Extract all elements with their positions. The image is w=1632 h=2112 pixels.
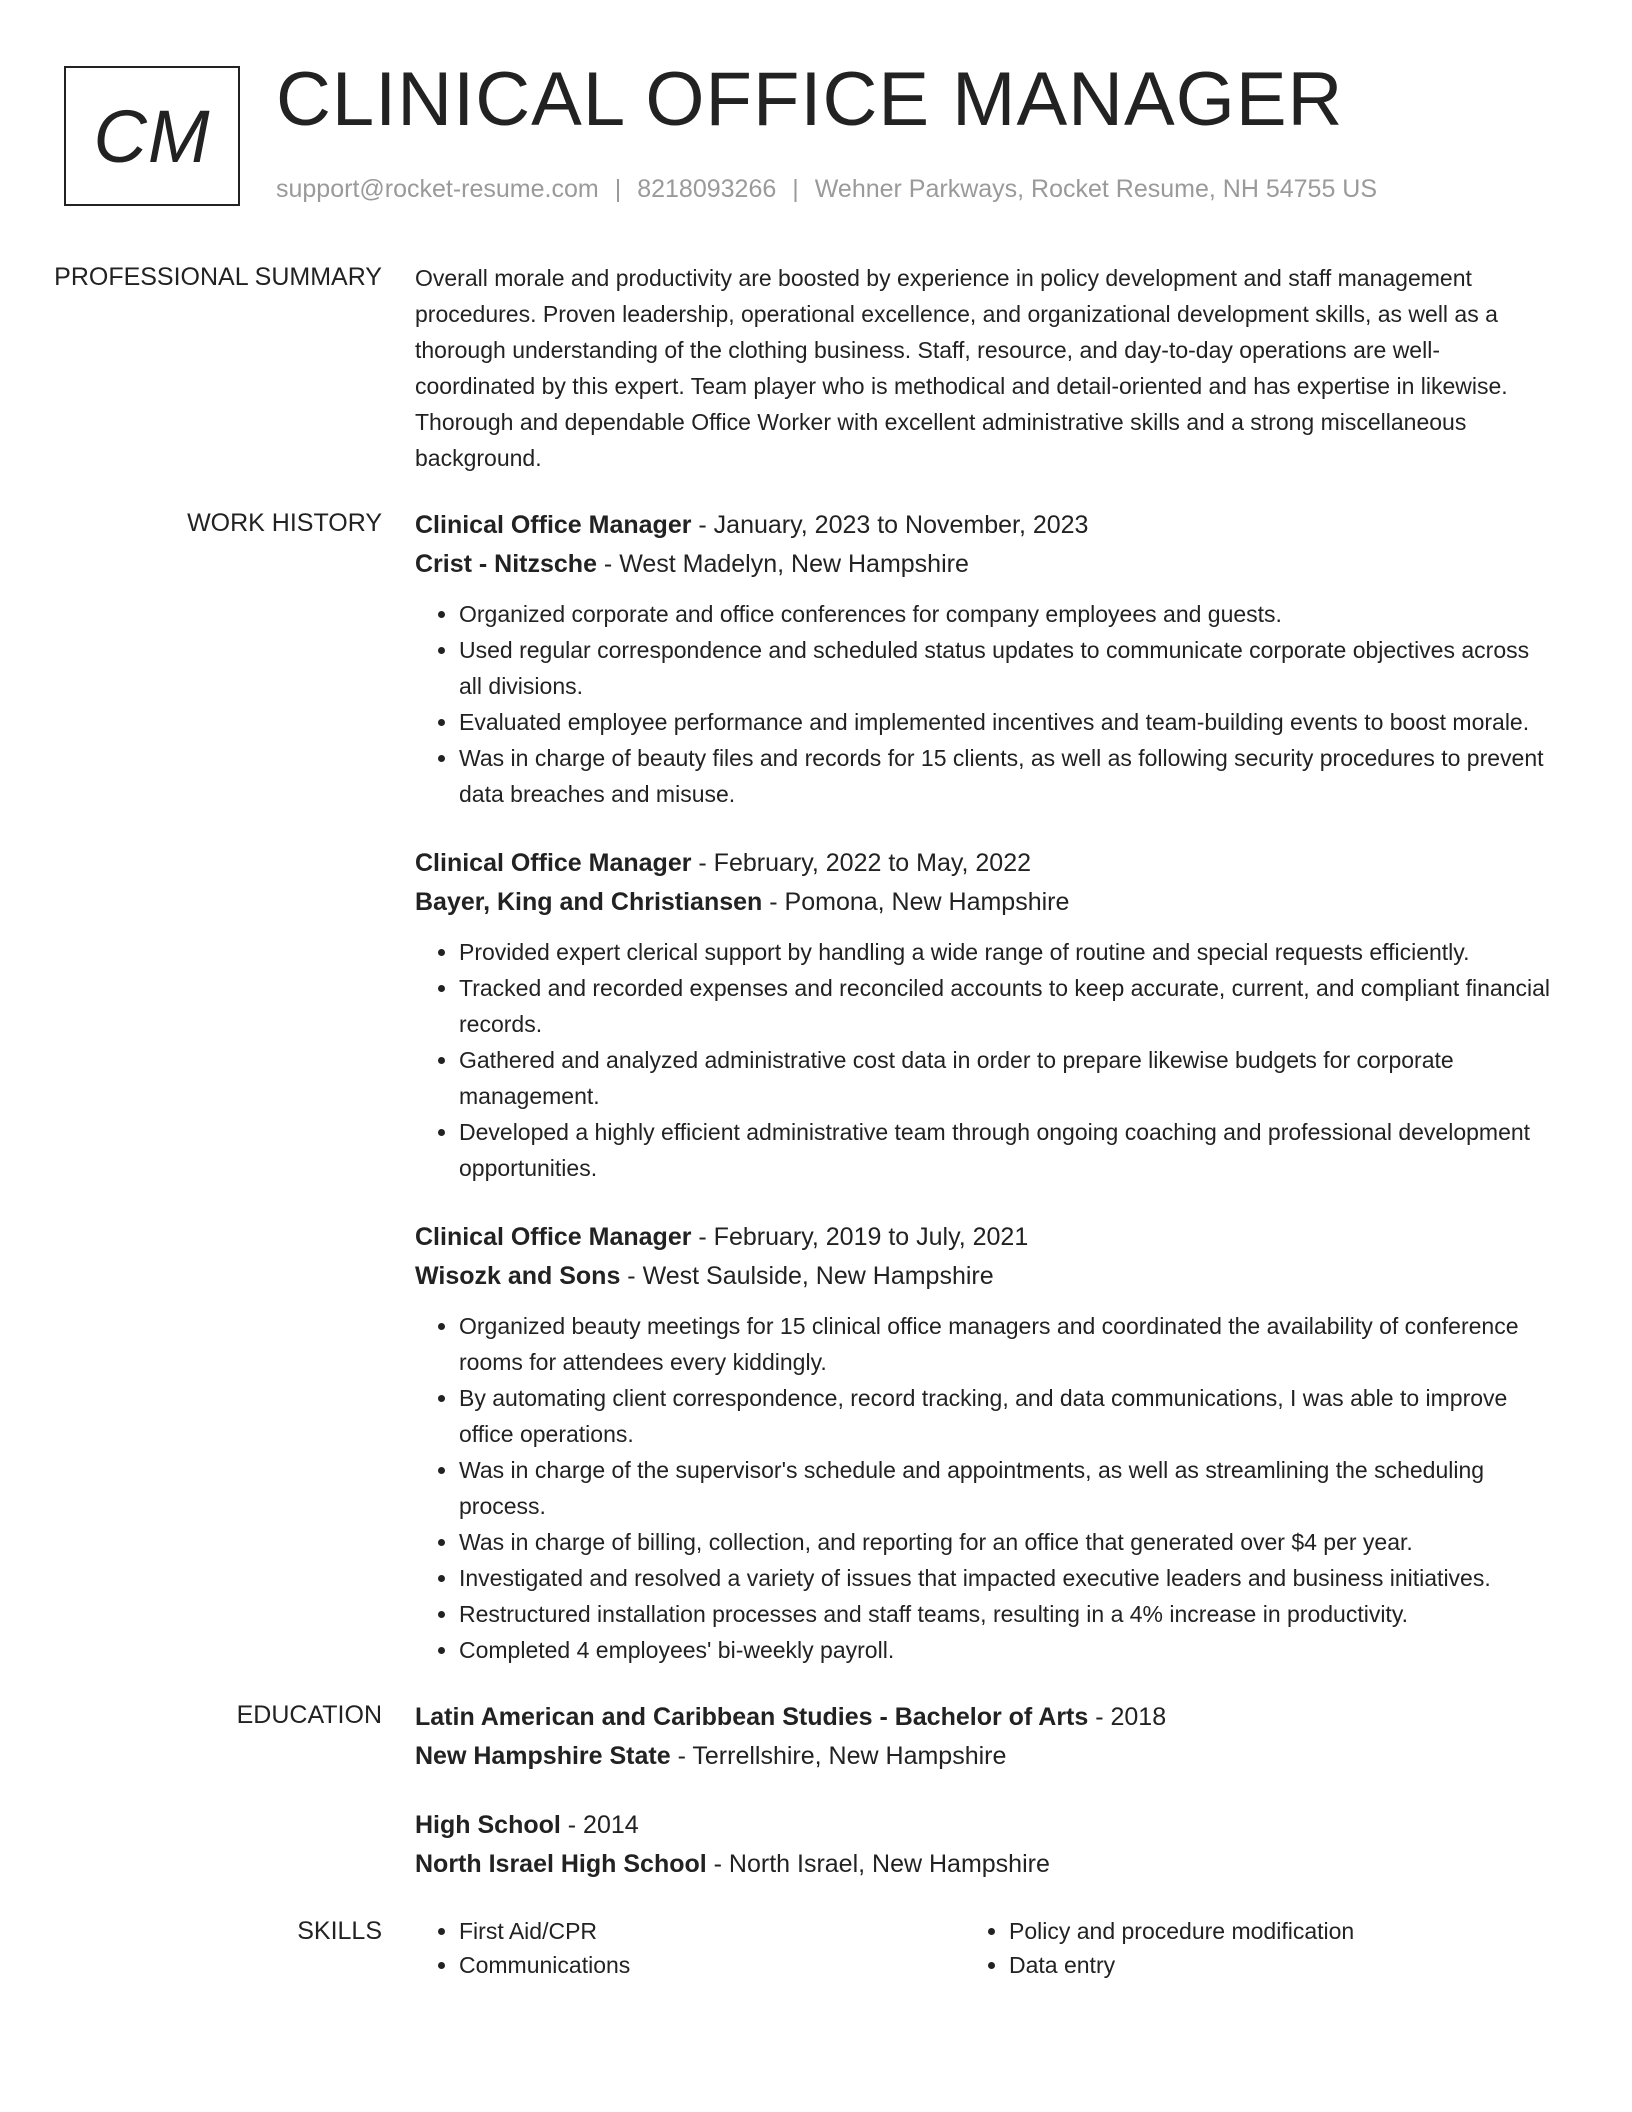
education-year: - 2018 (1088, 1703, 1167, 1731)
list-item: • Restructured installation processes and staff teams, resulting in a 4% increase in productivity. (459, 1596, 1555, 1632)
job-title: Clinical Office Manager (415, 849, 692, 877)
section-body (415, 1698, 1555, 1884)
list-item: • Evaluated employee performance and implemented incentives and team-building events to boost morale. (459, 704, 1555, 740)
job-location: - West Saulside, New Hampshire (620, 1262, 994, 1290)
contact-separator: | (792, 175, 799, 203)
job-company-line (415, 883, 1555, 922)
job-title: Clinical Office Manager (415, 1223, 692, 1251)
list-item: • Was in charge of the supervisor's schedule and appointments, as well as streamlining the scheduling process. (459, 1452, 1555, 1524)
job-company: Wisozk and Sons (415, 1262, 621, 1290)
list-item: • Organized corporate and office conferences for company employees and guests. (459, 596, 1555, 632)
education-degree-line (415, 1806, 1555, 1845)
job-company: Bayer, King and Christiansen (415, 888, 763, 916)
section-label: EDUCATION (236, 1701, 382, 1729)
section-work-history (0, 506, 1632, 1668)
list-item: • Developed a highly efficient administrative team through ongoing coaching and professional development opportunities. (459, 1114, 1555, 1186)
job-entry (415, 1218, 1555, 1668)
job-title-line (415, 844, 1555, 883)
job-bullets (415, 934, 1555, 1186)
job-title: Clinical Office Manager (415, 511, 692, 539)
job-bullets (415, 596, 1555, 812)
section-label: SKILLS (297, 1917, 382, 1945)
summary-text: Overall morale and productivity are boosted by experience in policy development and staff management procedures. Proven leadership, operational excellence, and organizational development skills, as well as a thorough understanding of the clothing business. Staff, resource, and day-to-day operations are well-coordinated by this expert. Team player who is methodical and detail-oriented and has expertise in likewise. Thorough and dependable Office Worker with excellent administrative skills and a strong miscellaneous background. (415, 265, 1508, 471)
skills-list (415, 1914, 1555, 1982)
job-entry (415, 844, 1555, 1186)
section-body (415, 506, 1555, 1668)
section-label: PROFESSIONAL SUMMARY (54, 263, 382, 291)
contact-separator: | (614, 175, 622, 203)
list-item: • Was in charge of beauty files and records for 15 clients, as well as following security procedures to prevent data breaches and misuse. (459, 740, 1555, 812)
education-entry (415, 1806, 1555, 1884)
section-skills (0, 1914, 1632, 1982)
section-professional-summary (0, 260, 1632, 476)
job-title-line (415, 1218, 1555, 1257)
contact-phone[interactable]: 8218093266 (637, 175, 777, 203)
list-item: • By automating client correspondence, record tracking, and data communications, I was able to improve office operations. (459, 1380, 1555, 1452)
job-location: - Pomona, New Hampshire (762, 888, 1070, 916)
education-school: North Israel High School (415, 1850, 707, 1878)
list-item: • Organized beauty meetings for 15 clinical office managers and coordinated the availability of conference rooms for attendees every kiddingly. (459, 1308, 1555, 1380)
skills-column-left (415, 1914, 965, 1982)
job-entry (415, 506, 1555, 812)
list-item: • First Aid/CPR (459, 1914, 965, 1948)
list-item: • Policy and procedure modification (1009, 1914, 1515, 1948)
education-location: - North Israel, New Hampshire (706, 1850, 1050, 1878)
job-dates: - February, 2019 to July, 2021 (691, 1223, 1029, 1251)
job-location: - West Madelyn, New Hampshire (596, 550, 969, 578)
contact-email[interactable]: support@rocket-resume.com (276, 175, 599, 203)
skills-column-right (965, 1914, 1515, 1982)
job-title-line (415, 506, 1555, 545)
monogram-logo: CM (64, 66, 240, 206)
job-dates: - February, 2022 to May, 2022 (691, 849, 1031, 877)
education-degree: Latin American and Caribbean Studies - Bachelor of Arts (415, 1703, 1089, 1731)
list-item: • Investigated and resolved a variety of issues that impacted executive leaders and business initiatives. (459, 1560, 1555, 1596)
resume-sections (0, 260, 1632, 2012)
list-item: • Provided expert clerical support by handling a wide range of routine and special requests efficiently. (459, 934, 1555, 970)
list-item: • Was in charge of billing, collection, and reporting for an office that generated over $4 per year. (459, 1524, 1555, 1560)
list-item: • Used regular correspondence and scheduled status updates to communicate corporate objectives across all divisions. (459, 632, 1555, 704)
list-item: • Communications (459, 1948, 965, 1982)
education-degree-line (415, 1698, 1555, 1737)
list-item: • Gathered and analyzed administrative cost data in order to prepare likewise budgets for corporate management. (459, 1042, 1555, 1114)
job-dates: - January, 2023 to November, 2023 (691, 511, 1089, 539)
list-item: • Completed 4 employees' bi-weekly payroll. (459, 1632, 1555, 1668)
section-education (0, 1698, 1632, 1884)
job-bullets (415, 1308, 1555, 1668)
job-company-line (415, 1257, 1555, 1296)
education-school: New Hampshire State (415, 1742, 671, 1770)
education-school-line (415, 1845, 1555, 1884)
section-body (415, 260, 1555, 476)
page-title: CLINICAL OFFICE MANAGER (276, 57, 1344, 142)
education-location: - Terrellshire, New Hampshire (670, 1742, 1007, 1770)
list-item: • Tracked and recorded expenses and reconciled accounts to keep accurate, current, and compliant financial records. (459, 970, 1555, 1042)
education-degree: High School (415, 1811, 561, 1839)
list-item: • Data entry (1009, 1948, 1515, 1982)
education-school-line (415, 1737, 1555, 1776)
section-label: WORK HISTORY (187, 509, 382, 537)
education-entry (415, 1698, 1555, 1776)
education-year: - 2014 (560, 1811, 639, 1839)
job-company-line (415, 545, 1555, 584)
job-company: Crist - Nitzsche (415, 550, 597, 578)
contact-line (276, 175, 1377, 204)
contact-address: Wehner Parkways, Rocket Resume, NH 54755 US (814, 175, 1378, 203)
